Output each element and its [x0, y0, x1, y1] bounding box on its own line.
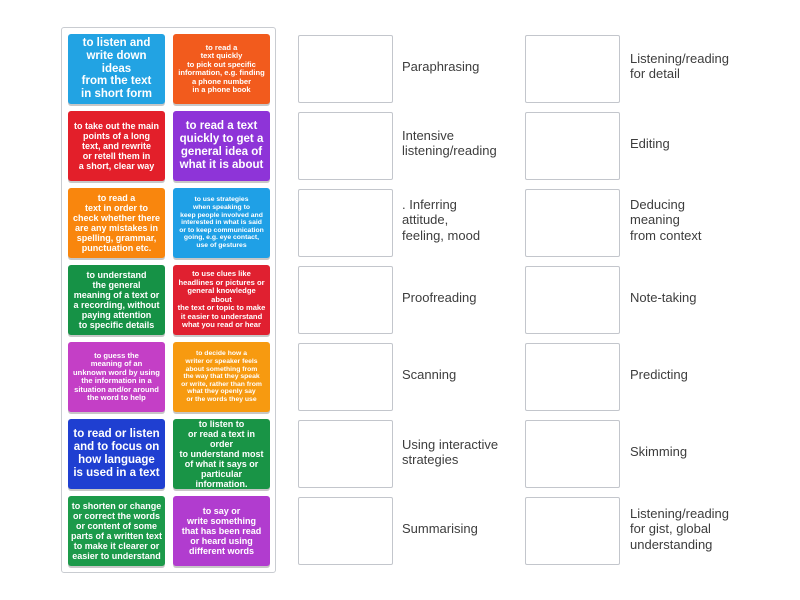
- card-editing-definition[interactable]: [68, 496, 165, 566]
- target-label-note-taking: Note-taking: [630, 290, 697, 305]
- card-paraphrasing-definition[interactable]: [173, 496, 270, 566]
- target-label-skimming: Skimming: [630, 444, 688, 459]
- card-gist-definition[interactable]: [68, 265, 165, 335]
- target-label-predicting: Predicting: [630, 367, 688, 382]
- card-text: to decide how a writer or speaker feels about something from the way that they speak or write, rather than from what they openly say or the words they use: [181, 350, 262, 404]
- card-text: to use clues like headlines or pictures or general knowledge about the text or topic to make it easier to understand what you read or hear: [177, 269, 266, 330]
- drop-slot-summarising[interactable]: [298, 497, 393, 565]
- card-note-taking-definition[interactable]: [68, 34, 165, 104]
- card-text: to read a text quickly to get a general idea of what it is about: [179, 120, 264, 171]
- card-text: to shorten or change or correct the words or content of some parts of a written text to make it clearer or easier to understand: [71, 500, 163, 562]
- drop-slot-paraphrasing[interactable]: [298, 35, 393, 103]
- card-scanning-definition[interactable]: [173, 34, 270, 104]
- target-label-detail: Listening/reading for detail: [630, 51, 730, 82]
- drop-slot-interactive[interactable]: [298, 420, 393, 488]
- drop-slot-deducing[interactable]: [525, 189, 620, 257]
- target-label-intensive: Intensive listening/reading: [402, 128, 497, 159]
- drop-slot-inferring[interactable]: [298, 189, 393, 257]
- card-interactive-strategies-definition[interactable]: [173, 188, 270, 258]
- card-intensive-definition[interactable]: [68, 419, 165, 489]
- target-label-paraphrasing: Paraphrasing: [402, 59, 480, 74]
- target-label-gist: Listening/reading for gist, global understanding: [630, 506, 730, 552]
- card-detail-definition[interactable]: [173, 419, 270, 489]
- target-label-scanning: Scanning: [402, 367, 457, 382]
- card-text: to use strategies when speaking to keep people involved and interested in what is said or to keep communication going, e.g. eye contact, use of gestures: [179, 196, 264, 250]
- target-label-interactive: Using interactive strategies: [402, 437, 499, 468]
- target-label-proofreading: Proofreading: [402, 290, 477, 305]
- target-label-deducing: Deducing meaning from context: [630, 197, 702, 243]
- drop-slot-skimming[interactable]: [525, 420, 620, 488]
- card-text: to read a text quickly to pick out specific information, e.g. finding a phone number in a phone book: [178, 42, 265, 94]
- card-text: to guess the meaning of an unknown word by using the information in a situation and/or around the word to help: [73, 350, 160, 402]
- card-text: to read a text in order to check whether there are any mistakes in spelling, grammar, punctuation etc.: [72, 192, 161, 254]
- card-summarising-definition[interactable]: [68, 111, 165, 181]
- drop-slot-detail[interactable]: [525, 35, 620, 103]
- drop-slot-proofreading[interactable]: [298, 266, 393, 334]
- card-predicting-definition[interactable]: [173, 265, 270, 335]
- card-text: to take out the main points of a long text, and rewrite or retell them in a short, clear way: [73, 120, 159, 172]
- card-text: to say or write something that has been read or heard using different words: [181, 505, 262, 557]
- drop-slot-predicting[interactable]: [525, 343, 620, 411]
- target-label-inferring: . Inferring attitude, feeling, mood: [402, 197, 481, 243]
- card-skimming-definition[interactable]: [173, 111, 270, 181]
- drop-slot-scanning[interactable]: [298, 343, 393, 411]
- card-deducing-meaning-definition[interactable]: [68, 342, 165, 412]
- card-text: to understand the general meaning of a text or a recording, without paying attention to specific details: [73, 269, 160, 331]
- card-text: to listen and write down ideas from the text in short form: [81, 36, 152, 101]
- card-text: to read or listen and to focus on how language is used in a text: [73, 428, 160, 479]
- drop-slot-intensive[interactable]: [298, 112, 393, 180]
- drop-slot-editing[interactable]: [525, 112, 620, 180]
- target-label-editing: Editing: [630, 136, 670, 151]
- card-inferring-attitude-definition[interactable]: [173, 342, 270, 412]
- card-text: to listen to or read a text in order to understand most of what it says or particular information.: [179, 419, 264, 489]
- target-label-summarising: Summarising: [402, 521, 478, 536]
- card-proofreading-definition[interactable]: [68, 188, 165, 258]
- drop-slot-gist[interactable]: [525, 497, 620, 565]
- drop-slot-note-taking[interactable]: [525, 266, 620, 334]
